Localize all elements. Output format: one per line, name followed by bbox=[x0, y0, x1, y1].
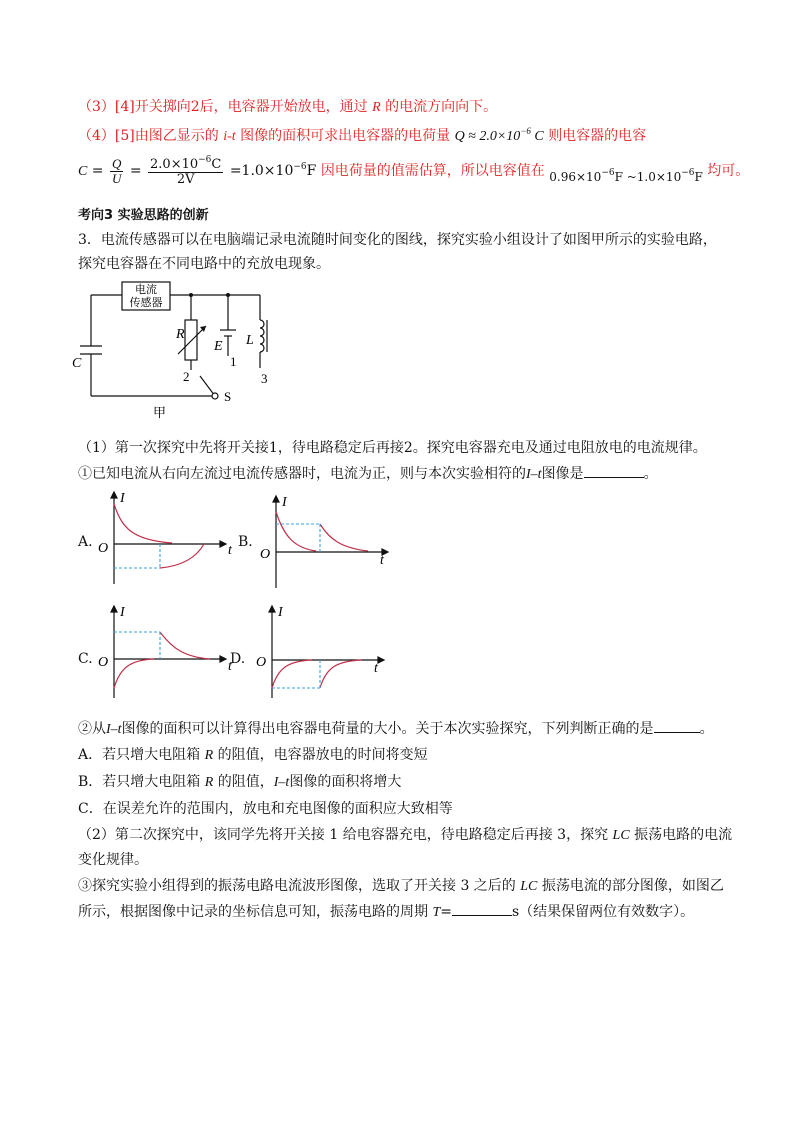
switch-label: S bbox=[224, 389, 232, 404]
answer-3-post: 的电流方向向下。 bbox=[380, 99, 498, 115]
graph-option-c[interactable] bbox=[92, 602, 242, 702]
answer-3-var: R bbox=[372, 100, 381, 115]
graph-option-d[interactable] bbox=[252, 602, 402, 702]
answer-blank-1a[interactable] bbox=[584, 465, 644, 478]
calc-frac-qu: $\frac{Q}{U}$ bbox=[111, 156, 122, 186]
svg-text:I: I bbox=[282, 495, 287, 510]
answer-blank-period[interactable] bbox=[452, 903, 512, 916]
calc-c: C bbox=[78, 164, 88, 180]
sensor-label-1: 电流 bbox=[135, 284, 157, 296]
option-b-label[interactable]: B. bbox=[238, 534, 253, 550]
graph-option-a[interactable] bbox=[92, 488, 242, 588]
svg-text:t: t bbox=[228, 543, 232, 558]
calc-eq2: = bbox=[129, 163, 142, 180]
label-e: E bbox=[214, 339, 223, 354]
circuit-diagram bbox=[60, 272, 290, 422]
svg-text:t: t bbox=[380, 553, 384, 568]
calc-end: 均可。 bbox=[707, 163, 750, 180]
question-1b: ②从I–t图像的面积可以计算得出电容器电荷量的大小。关于本次实验探究，下列判断正确的是 。 bbox=[78, 721, 714, 737]
answer-4-formula: $Q \approx 2.0\times 10^{-6}$ C bbox=[454, 126, 544, 144]
svg-text:I: I bbox=[278, 605, 283, 620]
label-r: R bbox=[176, 327, 185, 342]
calc-eq1: = bbox=[91, 163, 104, 180]
terminal-3: 3 bbox=[261, 371, 268, 386]
option-c-label[interactable]: C. bbox=[78, 651, 93, 667]
problem-intro-2: 探究电容器在不同电路中的充放电现象。 bbox=[78, 256, 330, 272]
svg-text:I: I bbox=[120, 491, 125, 506]
answer-3-pre: （3）[4]开关掷向2后，电容器开始放电，通过 bbox=[78, 99, 373, 115]
calc-note: 因电荷量的值需估算，所以电容值在 bbox=[320, 163, 545, 180]
section-title: 考向3 实验思路的创新 bbox=[78, 208, 209, 223]
terminal-2: 2 bbox=[183, 369, 190, 384]
label-l: L bbox=[246, 333, 254, 348]
question-2-line-1: （2）第二次探究中，该同学先将开关接 1 给电容器充电，待电路稳定后再接 3，探究 LC 振荡电路的电流 bbox=[78, 827, 733, 843]
answer-4-pre: （4）[5]由图乙显示的 bbox=[78, 128, 224, 144]
answer-4-tail: 则电容器的电容 bbox=[548, 128, 647, 144]
figure-caption-jia: 甲 bbox=[153, 405, 167, 420]
answer-4-post: 图像的面积可求出电容器的电荷量 bbox=[235, 128, 451, 144]
calc-range: $0.96\times 10^{-6}F$ $\sim 1.0\times 10^{-6}F$ bbox=[549, 168, 703, 185]
sensor-label-2: 传感器 bbox=[129, 297, 163, 309]
svg-text:t: t bbox=[374, 661, 378, 676]
calc-result: $=1.0\times 10^{-6}F$ bbox=[229, 162, 317, 180]
option-d-label[interactable]: D. bbox=[230, 651, 246, 667]
option-a-text[interactable]: A．若只增大电阻箱 R 的阻值，电容器放电的时间将变短 bbox=[78, 747, 428, 763]
svg-text:I: I bbox=[120, 605, 125, 620]
terminal-1: 1 bbox=[230, 354, 237, 369]
problem-intro-1: 3．电流传感器可以在电脑端记录电流随时间变化的图线，探究实验小组设计了如图甲所示的实验电路， bbox=[78, 232, 717, 248]
svg-text:O: O bbox=[98, 655, 109, 670]
calc-frac-values: $\frac{2.0\times 10^{-6}C}{2V}$ bbox=[150, 155, 222, 187]
answer-4-var: i-t bbox=[223, 129, 236, 144]
question-3-line-1: ③探究实验小组得到的振荡电路电流波形图像，选取了开关接 3 之后的 LC 振荡电流的部分图像，如图乙 bbox=[78, 878, 724, 894]
svg-text:t: t bbox=[228, 659, 232, 674]
graph-option-b[interactable] bbox=[256, 492, 406, 592]
svg-text:O: O bbox=[260, 547, 271, 562]
answer-3 bbox=[78, 96, 497, 116]
question-1a: ①已知电流从右向左流过电流传感器时，电流为正，则与本次实验相符的I–t图像是 。 bbox=[78, 466, 658, 482]
answer-blank-1b[interactable] bbox=[654, 720, 700, 733]
label-c: C bbox=[72, 356, 82, 371]
question-2-line-2: 变化规律。 bbox=[78, 852, 148, 868]
option-b-text[interactable]: B．若只增大电阻箱 R 的阻值，I–t图像的面积将增大 bbox=[78, 774, 402, 790]
answer-calc bbox=[78, 156, 749, 186]
option-c-text[interactable]: C．在误差允许的范围内，放电和充电图像的面积应大致相等 bbox=[78, 801, 453, 817]
answer-4 bbox=[78, 125, 646, 145]
svg-text:O: O bbox=[98, 541, 109, 556]
question-1: （1）第一次探究中先将开关接1，待电路稳定后再接2。探究电容器充电及通过电阻放电的电流规律。 bbox=[78, 440, 707, 456]
svg-text:O: O bbox=[256, 655, 267, 670]
question-3-line-2: 所示，根据图像中记录的坐标信息可知，振荡电路的周期 T= s（结果保留两位有效数字）。 bbox=[78, 904, 695, 920]
option-a-label[interactable]: A. bbox=[78, 534, 93, 550]
